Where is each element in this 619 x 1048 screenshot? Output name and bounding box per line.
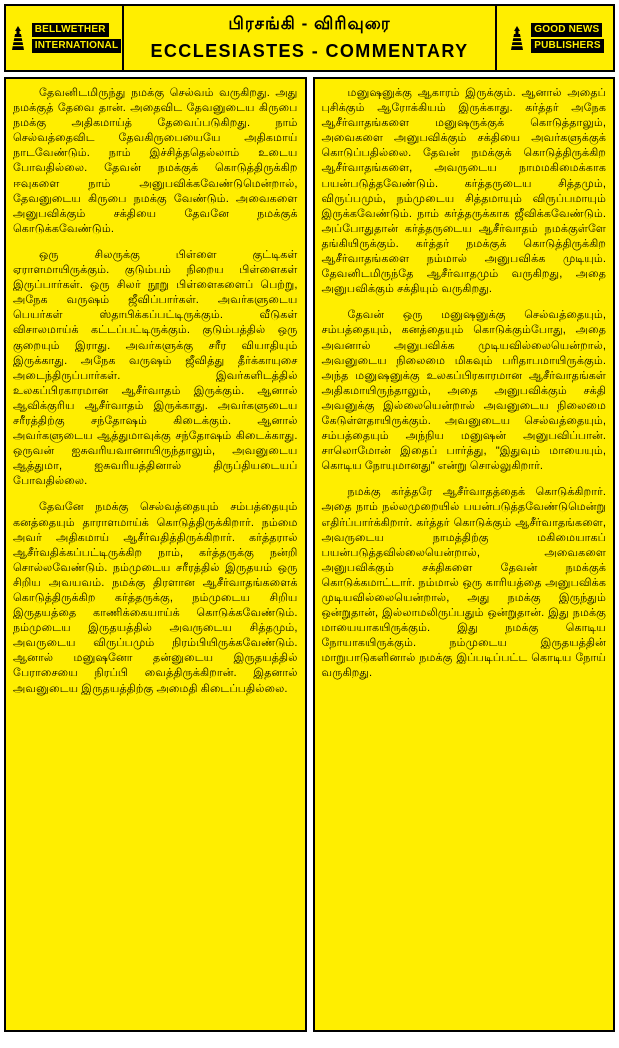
publisher-logo-right	[495, 6, 613, 70]
logo-right-row	[497, 23, 613, 53]
document-page	[0, 4, 619, 1048]
logo-left-text	[32, 23, 122, 53]
paragraph: தேவன் ஒரு மனுஷனுக்கு செல்வத்தையும், சம்பத்தையும், கனத்தையும் கொடுக்கும்போது, அதை அவனால் அனுபவிக்க முடியவில்லையென்றால், அவனுடைய நிலைமை மிகவும் பரிதாபமாயிருக்கும். அந்த மனுஷனுக்கு உலகப்பிரகாரமான ஆசீர்வாதங்கள் அதிகமாயிருந்தாலும், அதை அனுபவிக்கும் சக்தி அவனுக்கு இல்லையென்றால் அவனுடைய நிலைமை கேடுள்ளதாயிருக்கும். அவனுடைய செல்வத்தையும், சம்பத்தையும் அந்நிய மனுஷன் அனுபவிப்பான். சாலொமோன் இதைப் பார்த்து, "இதுவும் மாயையும், கொடிய நோயுமானது" என்று சொல்லுகிறார்.	[321, 309, 606, 473]
logo-left-line1: BELLWETHER	[32, 23, 109, 37]
right-column	[313, 77, 616, 1032]
paragraph: தேவனே நமக்கு செல்வத்தையும் சம்பத்தையும் கனத்தையும் தாராளமாய்க் கொடுத்திருக்கிறார். நம்மை அவர் அதிகமாய் ஆசீர்வதித்திருக்கிறார். கர்த்தரால் ஆசீர்வதிக்கப்பட்டிருக்கிற நாம், கர்த்தருக்கு நன்றி சொல்லவேண்டும். நம்முடைய சரீரத்தில் இருதயம் ஒரு சிறிய அவயவம். நமக்கு திரளான ஆசீர்வாதங்களைக் கொடுத்திருக்கிற கர்த்தருக்கு, நம்முடைய சிறிய இருதயத்தை காணிக்கையாய்க் கொடுக்கவேண்டும். நம்முடைய இருதயத்தில் அவருடைய சித்தமும், அவருடைய விருப்பமும் நிரம்பியிருக்கவேண்டும். ஆனால் மனுஷனோ தன்னுடைய இருதயத்தில் பேராசையை நிரப்பி வைத்திருக்கிறான். இதனால் அவனுடைய இருதயத்திற்கு அமைதி கிடைப்பதில்லை.	[13, 501, 298, 695]
logo-right-line1: GOOD NEWS	[531, 23, 602, 37]
left-column	[4, 77, 307, 1032]
paragraph: நமக்கு கர்த்தரே ஆசீர்வாதத்தைக் கொடுக்கிறார். அதை நாம் நல்லமுறையில் பயன்படுத்தவேண்டுமென்று எதிர்ப்பார்க்கிறார். கர்த்தர் கொடுக்கும் ஆசீர்வாதங்களை, அவருடைய நாமத்திற்கு மகிமையாகப் பயன்படுத்தவில்லையென்றால், அவைகளை அனுபவிக்கும் சக்திகளை தேவன் நமக்குக் கொடுக்கமாட்டார். நம்மால் ஒரு காரியத்தை அனுபவிக்க முடியவில்லையென்றால், அது நமக்கு இருந்தும் ஒன்றுதான், இல்லாமலிருப்பதும் ஒன்றுதான். இது நமக்கு மாயையாகயிருக்கும். இது நமக்கு கொடிய நோயாகயிருக்கும். நம்முடைய இருதயத்தின் மாறுபாடுகளினால் நமக்கு இப்படிப்பட்ட கொடிய நோய் வருகிறது.	[321, 486, 606, 680]
paragraph: ஒரு சிலருக்கு பிள்ளை குட்டிகள் ஏராளமாயிருக்கும். குடும்பம் நிறைய பிள்ளைகள் இருப்பார்கள். ஒரு சிலர் நூறு பிள்ளைகளைப் பெற்று, அநேக வருஷம் ஜீவிப்பார்கள். அவர்களுடைய பெயர்கள் ஸ்தாபிக்கப்பட்டிருக்கும். வீடுகள் விசாலமாய்க் கட்டப்பட்டிருக்கும். குடும்பத்தில் ஒரு குறையும் இராது. அவர்களுக்கு சரீர வியாதியும் இருக்காது. அநேக வருஷம் ஜீவித்து தீர்க்காயுசை அடைந்திருப்பார்கள். இவர்களிடத்தில் உலகப்பிரகாரமான ஆசீர்வாதம் இருக்கும். ஆனால் ஆவிக்குரிய ஆசீர்வாதம் இருக்காது. அவர்களுடைய சரீரத்திற்கு சந்தோஷம் கிடைக்கும். ஆனால் அவர்களுடைய ஆத்துமாவுக்கு சந்தோஷம் கிடைக்காது. ஒருவன் ஐசுவரியவானாயிருந்தாலும், அவனுடைய ஆத்துமா, ஐசுவரியத்தினால் திருப்தியடையப் போவதில்லை.	[13, 248, 298, 488]
logo-right-text	[531, 23, 603, 53]
page-title-english: ECCLESIASTES - COMMENTARY	[150, 41, 469, 61]
logo-left-line2: INTERNATIONAL	[32, 39, 122, 53]
body-columns	[4, 77, 615, 1032]
page-header	[4, 4, 615, 72]
tower-icon	[506, 25, 528, 51]
page-title-tamil: பிரசங்கி - விரிவுரை	[228, 14, 391, 33]
publisher-logo-left	[6, 6, 124, 70]
paragraph: மனுஷனுக்கு ஆகாரம் இருக்கும். ஆனால் அதைப் புசிக்கும் ஆரோக்கியம் இருக்காது. கர்த்தர் அநேக ஆசீர்வாதங்களை மனுஷருக்குக் கொடுத்தாலும், அவைகளை அனுபவிக்கும் சக்தியை அவர்களுக்குக் கொடுப்பதில்லை. தேவன் நமக்குக் கொடுத்திருக்கிற ஆசீர்வாதங்களை, அவருடைய நாமமகிமைக்காக பயன்படுத்தவேண்டும். கர்த்தருடைய சித்தமும், விருப்பமும், நம்முடைய சித்தமாயும் விருப்பமாயும் இருக்கவேண்டும். நாம் கர்த்தருக்காக ஜீவிக்கவேண்டும். அப்போதுதான் கர்த்தருடைய ஆசீர்வாதம் நமக்குள்ளே தங்கியிருக்கும். கர்த்தர் நமக்குக் கொடுத்திருக்கிற ஆசீர்வாதங்களை நம்மால் அனுபவிக்க முடியும். தேவனிடமிருந்தே ஆசீர்வாதமும் வருகிறது, அதை அனுபவிக்கும் சக்தியும் வருகிறது.	[321, 87, 606, 296]
tower-icon	[7, 25, 29, 51]
logo-left-row	[6, 23, 122, 53]
logo-right-line2: PUBLISHERS	[531, 39, 603, 53]
paragraph: தேவனிடமிருந்து நமக்கு செல்வம் வருகிறது. அது நமக்குத் தேவை தான். அதைவிட தேவனுடைய கிருபை நமக்கு அதிகமாய்த் தேவைப்படுகிறது. நாம் செல்வத்தைவிட தேவகிருபையையே அதிகமாய் நாடவேண்டும். நாம் இச்சித்ததெல்லாம் உடைய போவதில்லை. தேவன் நமக்குக் கொடுத்திருக்கிற ஈவுகளை நாம் அனுபவிக்கவேண்டுமென்றால், தேவனுடைய கிருபை நமக்கு வேண்டும். அவைகளை அனுபவிக்கும் சக்தியை தேவனே நமக்குக் கொடுக்கவேண்டும்.	[13, 87, 298, 235]
page-title	[124, 6, 495, 70]
